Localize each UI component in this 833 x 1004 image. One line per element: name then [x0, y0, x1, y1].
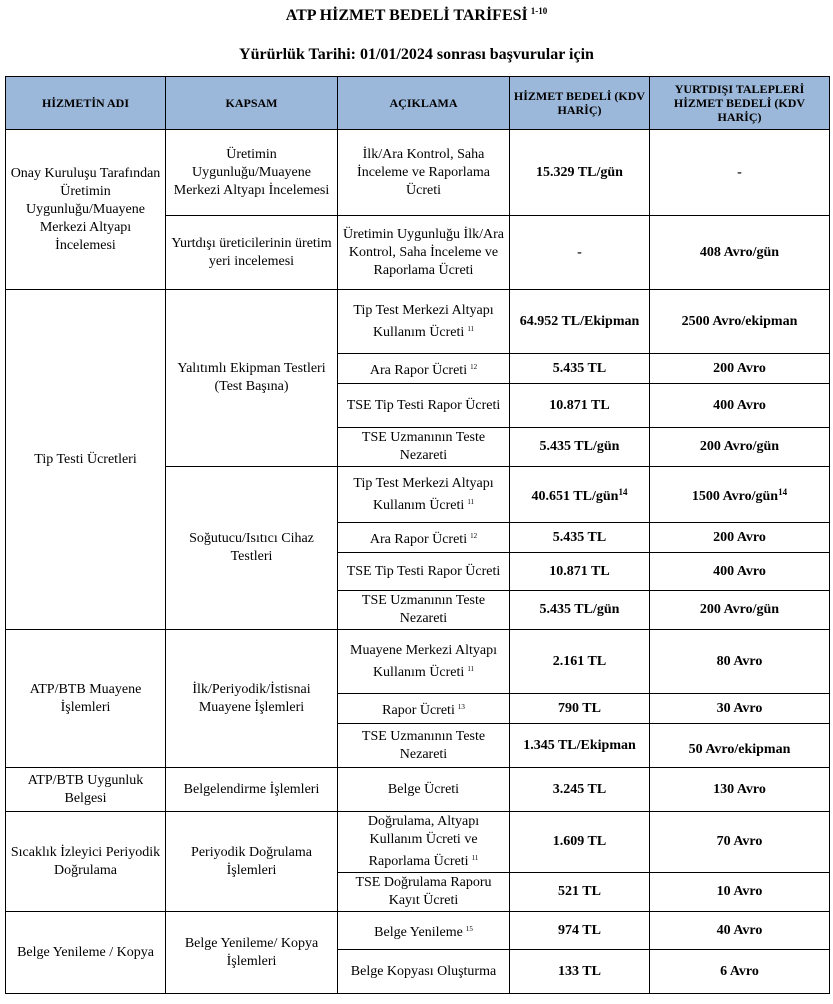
service-cell: Tip Testi Ücretleri: [6, 290, 166, 630]
fee-abroad-cell: 6 Avro: [650, 950, 830, 994]
scope-cell: Belgelendirme İşlemleri: [166, 768, 338, 812]
table-row: [6, 768, 830, 812]
footnote-ref: 11: [467, 664, 475, 673]
fee-cell: 5.435 TL/gün: [510, 591, 650, 630]
description-cell: Doğrulama, Altyapı Kullanım Ücreti ve Raporlama Ücreti $^{11}$: [338, 812, 510, 873]
fee-abroad-cell: 200 Avro/gün: [650, 591, 830, 630]
table-header-row: [6, 77, 830, 130]
fee-cell: 10.871 TL: [510, 384, 650, 428]
service-cell: ATP/BTB Muayene İşlemleri: [6, 630, 166, 768]
fee-abroad-cell: 1500 Avro/gün$^{14}$: [650, 467, 830, 523]
scope-cell: Üretimin Uygunluğu/Muayene Merkezi Altyapı İncelemesi: [166, 130, 338, 216]
fee-abroad-cell: 10 Avro: [650, 873, 830, 912]
scope-cell: İlk/Periyodik/İstisnai Muayene İşlemleri: [166, 630, 338, 768]
fee-cell: 64.952 TL/Ekipman: [510, 290, 650, 354]
footnote-ref: 12: [470, 362, 478, 371]
scope-cell: Yalıtımlı Ekipman Testleri (Test Başına): [166, 290, 338, 467]
fee-abroad-cell: 70 Avro: [650, 812, 830, 873]
scope-cell: Soğutucu/Isıtıcı Cihaz Testleri: [166, 467, 338, 630]
service-cell: Sıcaklık İzleyici Periyodik Doğrulama: [6, 812, 166, 912]
fee-cell: 5.435 TL/gün: [510, 428, 650, 467]
fee-cell: 10.871 TL: [510, 553, 650, 591]
footnote-ref: 11: [467, 497, 475, 506]
fee-abroad-cell: 200 Avro/gün: [650, 428, 830, 467]
footnote-ref: 11: [467, 324, 475, 333]
description-cell: Belge Ücreti: [338, 768, 510, 812]
description-cell: Üretimin Uygunluğu İlk/Ara Kontrol, Saha İnceleme ve Raporlama Ücreti: [338, 216, 510, 290]
header-description: AÇIKLAMA: [338, 77, 510, 130]
footnote-ref: 12: [470, 531, 478, 540]
description-cell: Tip Test Merkezi Altyapı Kullanım Ücreti $^{11}$: [338, 290, 510, 354]
table-row: [6, 130, 830, 216]
description-cell: İlk/Ara Kontrol, Saha İnceleme ve Raporlama Ücreti: [338, 130, 510, 216]
fee-abroad-cell: 400 Avro: [650, 384, 830, 428]
table-row: [6, 912, 830, 950]
description-cell: TSE Tip Testi Rapor Ücreti: [338, 384, 510, 428]
fee-cell: -: [510, 216, 650, 290]
header-service-name: HİZMETİN ADI: [6, 77, 166, 130]
footnote-ref: 14: [778, 487, 788, 497]
tariff-table: [5, 76, 830, 994]
scope-cell: Yurtdışı üreticilerinin üretim yeri incelemesi: [166, 216, 338, 290]
fee-cell: 2.161 TL: [510, 630, 650, 694]
footnote-ref: 14: [618, 487, 628, 497]
fee-abroad-cell: 2500 Avro/ekipman: [650, 290, 830, 354]
description-cell: Tip Test Merkezi Altyapı Kullanım Ücreti $^{11}$: [338, 467, 510, 523]
description-cell: Belge Kopyası Oluşturma: [338, 950, 510, 994]
fee-cell: 5.435 TL: [510, 523, 650, 553]
fee-cell: 790 TL: [510, 694, 650, 724]
description-cell: Ara Rapor Ücreti $^{12}$: [338, 523, 510, 553]
description-cell: TSE Uzmanının Teste Nezareti: [338, 591, 510, 630]
scope-cell: Belge Yenileme/ Kopya İşlemleri: [166, 912, 338, 994]
fee-cell: 1.345 TL/Ekipman: [510, 724, 650, 768]
description-cell: TSE Uzmanının Teste Nezareti: [338, 724, 510, 768]
fee-cell: 40.651 TL/gün$^{14}$: [510, 467, 650, 523]
table-row: [6, 812, 830, 873]
header-fee: HİZMET BEDELİ (KDV HARİÇ): [510, 77, 650, 130]
table-row: [6, 290, 830, 354]
service-cell: Onay Kuruluşu Tarafından Üretimin Uygunluğu/Muayene Merkezi Altyapı İncelemesi: [6, 130, 166, 290]
fee-abroad-cell: 80 Avro: [650, 630, 830, 694]
footnote-ref: 13: [457, 702, 465, 711]
fee-cell: 521 TL: [510, 873, 650, 912]
fee-abroad-cell: 30 Avro: [650, 694, 830, 724]
fee-cell: 133 TL: [510, 950, 650, 994]
description-cell: TSE Uzmanının Teste Nezareti: [338, 428, 510, 467]
fee-abroad-cell: 200 Avro: [650, 354, 830, 384]
fee-abroad-cell: 130 Avro: [650, 768, 830, 812]
document-subtitle: Yürürlük Tarihi: 01/01/2024 sonrası başvurular için: [239, 46, 594, 63]
fee-abroad-cell: 200 Avro: [650, 523, 830, 553]
fee-cell: 5.435 TL: [510, 354, 650, 384]
fee-cell: 974 TL: [510, 912, 650, 950]
description-cell: TSE Tip Testi Rapor Ücreti: [338, 553, 510, 591]
service-cell: Belge Yenileme / Kopya: [6, 912, 166, 994]
footnote-ref: 11: [471, 854, 479, 862]
description-cell: TSE Doğrulama Raporu Kayıt Ücreti: [338, 873, 510, 912]
fee-abroad-cell: 400 Avro: [650, 553, 830, 591]
header-fee-abroad: YURTDIŞI TALEPLERİ HİZMET BEDELİ (KDV HARİÇ): [650, 77, 830, 130]
description-cell: Ara Rapor Ücreti $^{12}$: [338, 354, 510, 384]
service-cell: ATP/BTB Uygunluk Belgesi: [6, 768, 166, 812]
fee-cell: 1.609 TL: [510, 812, 650, 873]
fee-abroad-cell: 40 Avro: [650, 912, 830, 950]
footnote-ref: 15: [465, 924, 473, 933]
fee-abroad-cell: 408 Avro/gün: [650, 216, 830, 290]
fee-abroad-cell: -: [650, 130, 830, 216]
fee-abroad-cell: 50 Avro/ekipman: [650, 724, 830, 768]
fee-cell: 3.245 TL: [510, 768, 650, 812]
description-cell: Rapor Ücreti $^{13}$: [338, 694, 510, 724]
scope-cell: Periyodik Doğrulama İşlemleri: [166, 812, 338, 912]
fee-cell: 15.329 TL/gün: [510, 130, 650, 216]
table-row: [6, 630, 830, 694]
header-scope: KAPSAM: [166, 77, 338, 130]
description-cell: Muayene Merkezi Altyapı Kullanım Ücreti $^{11}$: [338, 630, 510, 694]
document-title: ATP HİZMET BEDELİ TARİFESİ $^{1-10}$: [285, 6, 548, 24]
title-footnote: 1-10: [530, 6, 548, 16]
description-cell: Belge Yenileme $^{15}$: [338, 912, 510, 950]
